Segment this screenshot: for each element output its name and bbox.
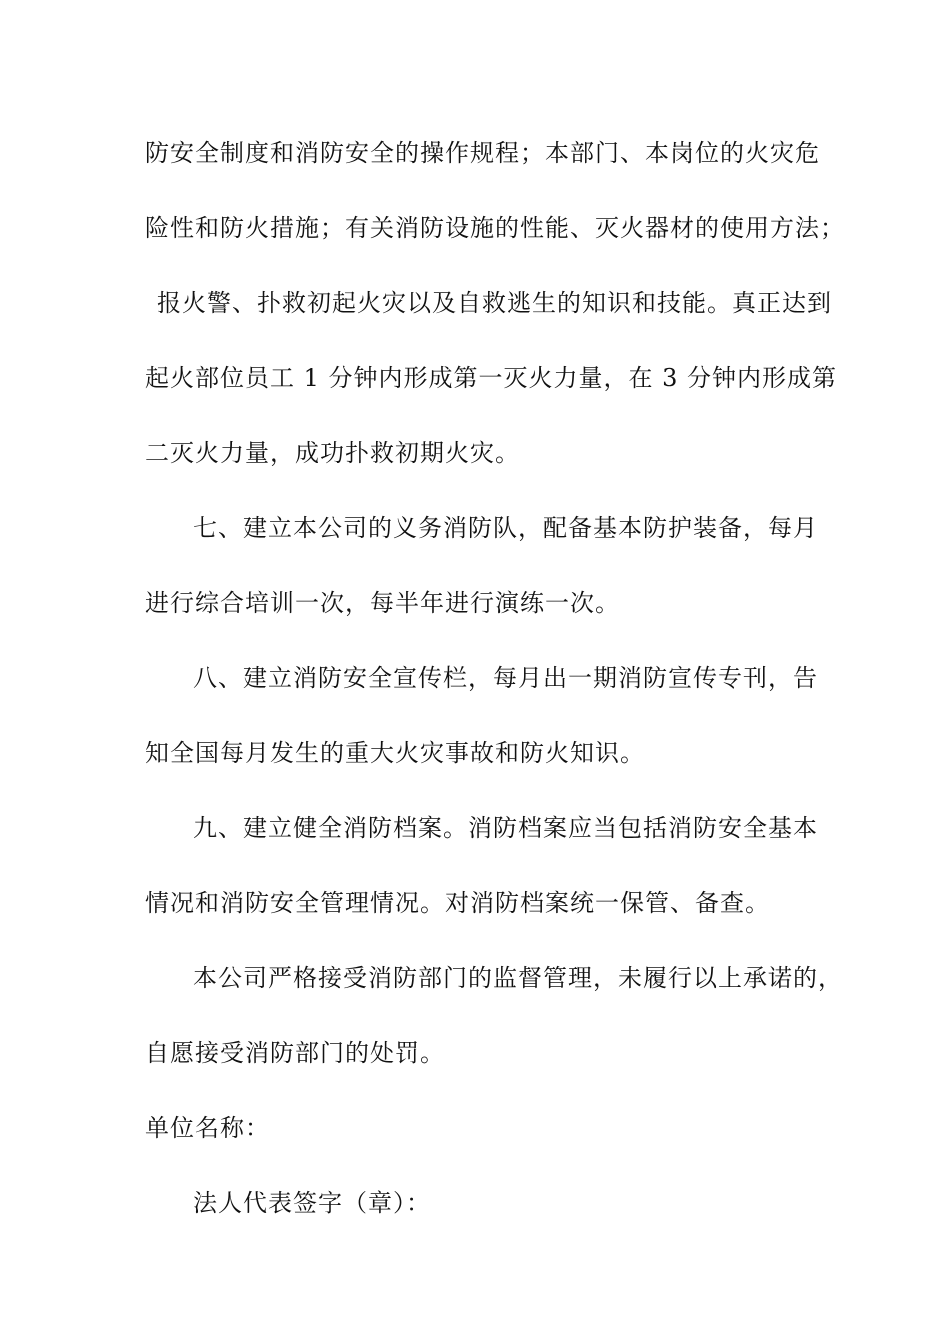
unit-name-label: 单位名称：	[145, 1114, 270, 1142]
paragraph-line: 报火警、扑救初起火灾以及自救逃生的知识和技能。真正达到	[157, 289, 832, 317]
commitment-line: 本公司严格接受消防部门的监督管理，未履行以上承诺的，	[193, 964, 843, 992]
paragraph-line: 自愿接受消防部门的处罚。	[145, 1039, 445, 1067]
item-nine-line: 九、建立健全消防档案。消防档案应当包括消防安全基本	[193, 814, 818, 842]
paragraph-line: 情况和消防安全管理情况。对消防档案统一保管、备查。	[145, 889, 770, 917]
paragraph-line: 进行综合培训一次，每半年进行演练一次。	[145, 589, 620, 617]
paragraph-line: 起火部位员工 1 分钟内形成第一灭火力量，在 3 分钟内形成第	[145, 364, 838, 392]
paragraph-line: 知全国每月发生的重大火灾事故和防火知识。	[145, 739, 645, 767]
item-eight-line: 八、建立消防安全宣传栏，每月出一期消防宣传专刊，告	[193, 664, 818, 692]
legal-rep-signature-label: 法人代表签字（章）：	[193, 1189, 431, 1217]
paragraph-line: 二灭火力量，成功扑救初期火灾。	[145, 439, 520, 467]
paragraph-line: 防安全制度和消防安全的操作规程；本部门、本岗位的火灾危	[145, 139, 820, 167]
item-seven-line: 七、建立本公司的义务消防队，配备基本防护装备，每月	[193, 514, 818, 542]
paragraph-line: 险性和防火措施；有关消防设施的性能、灭火器材的使用方法；	[145, 214, 845, 242]
